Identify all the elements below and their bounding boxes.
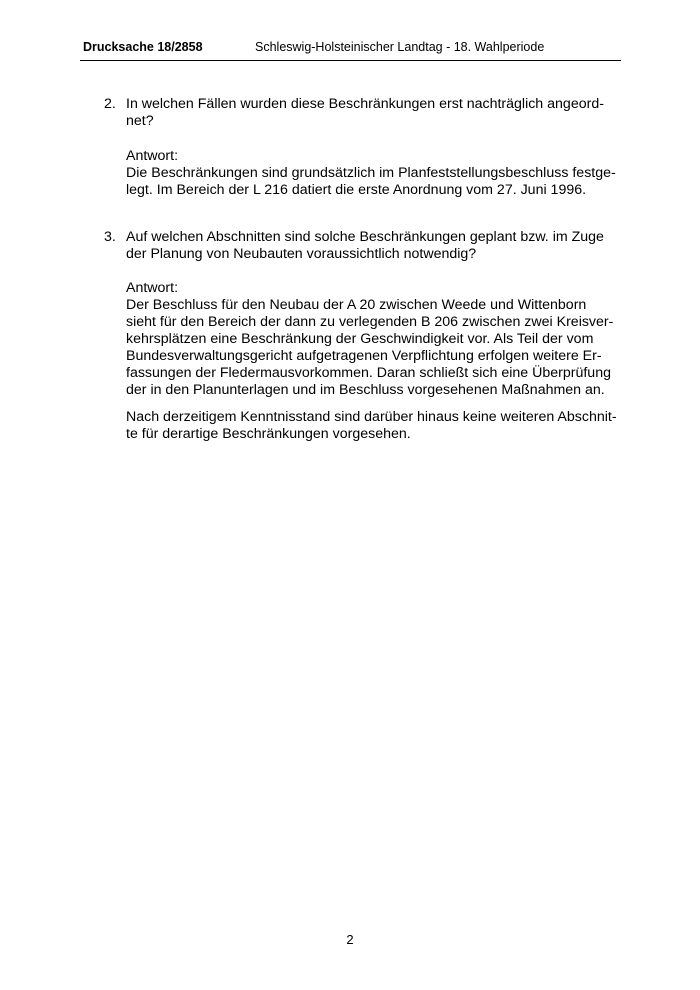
page-header — [80, 40, 621, 61]
answer-label: Antwort: — [126, 148, 179, 164]
question-text: In welchen Fällen wurden diese Beschränkungen erst nachträglich angeord- net? — [126, 96, 604, 129]
question-number: 3. — [104, 229, 116, 245]
answer-label: Antwort: — [126, 280, 179, 296]
answer-text: Die Beschränkungen sind grundsätzlich im Planfeststellungsbeschluss festge- legt. Im Bereich der L 216 datiert die erste Anordnung vom 27. Juni 1996. — [126, 165, 616, 198]
document-number: Drucksache 18/2858 — [83, 40, 203, 54]
question-number: 2. — [104, 96, 116, 112]
answer-note: Nach derzeitigem Kenntnisstand sind darüber hinaus keine weiteren Abschnit- te für derartige Beschränkungen vorgesehen. — [126, 409, 617, 442]
page-number: 2 — [346, 932, 354, 947]
question-text: Auf welchen Abschnitten sind solche Beschränkungen geplant bzw. im Zuge der Planung von Neubauten voraussichtlich notwendig? — [126, 229, 604, 262]
answer-text: Der Beschluss für den Neubau der A 20 zwischen Weede und Wittenborn sieht für den Bereich der dann zu verlegenden B 206 zwischen zwei Kreisver- kehrsplätzen eine Beschränkung der Geschwindigkeit vor. Als Teil der vom Bundesverwaltungsgericht aufgetragenen Verpflichtung erfolgen weitere Er- fassungen der Fledermausvorkommen. Daran schließt sich eine Überprüfung der in den Planunterlagen und im Beschluss vorgesehenen Maßnahmen an. — [126, 297, 614, 398]
header-title: Schleswig-Holsteinischer Landtag - 18. Wahlperiode — [255, 40, 545, 54]
